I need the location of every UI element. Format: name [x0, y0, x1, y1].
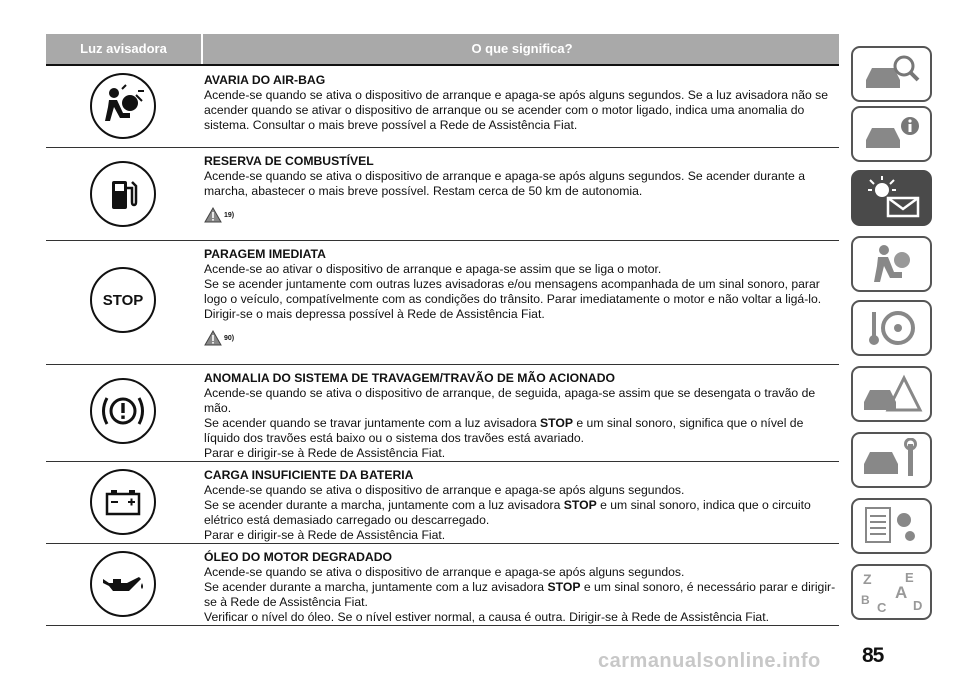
row-description: Verificar o nível do óleo. Se o nível estiver normal, a causa é outra. Dirigir-se à Rede de Assistência Fiat. — [204, 610, 769, 624]
svg-text:A: A — [894, 583, 907, 602]
table-row — [46, 364, 839, 462]
row-title: AVARIA DO AIR-BAG — [204, 73, 326, 87]
oil-can-icon — [90, 551, 156, 617]
warning-lights-icon — [860, 176, 924, 220]
specs-gear-icon — [860, 504, 924, 548]
steering-key-icon — [860, 306, 924, 350]
row-title: PARAGEM IMEDIATA — [204, 247, 326, 261]
row-title: ÓLEO DO MOTOR DEGRADADO — [204, 550, 393, 564]
stop-icon — [90, 267, 156, 333]
car-accident-icon — [860, 372, 924, 416]
row-description: Parar e dirigir-se à Rede de Assistência Fiat. — [204, 528, 446, 542]
airbag-seat-icon — [860, 242, 924, 286]
row-description: Acende-se quando se ativa o dispositivo de arranque e apaga-se após alguns segundos. — [204, 565, 685, 579]
tab-specs[interactable] — [851, 498, 932, 554]
tab-car-info[interactable] — [851, 106, 932, 162]
tab-car-search[interactable] — [851, 46, 932, 102]
table-row — [46, 543, 839, 626]
tab-car-tools[interactable] — [851, 432, 932, 488]
airbag-warning-icon — [90, 73, 156, 139]
car-info-icon — [860, 112, 924, 156]
warning-triangle-icon — [204, 207, 222, 223]
row-description: Se se acender durante a marcha, juntamente com a luz avisadora STOP e um sinal sonoro, indica que o circuito elétrico está demasiado carregado ou descarregado. — [204, 498, 811, 527]
warning-reference: 19) — [224, 212, 235, 219]
row-description: Se se acender juntamente com outras luzes avisadoras e/ou mensagens acompanhada de um sinal sonoro, parar logo o veículo, compatívelmente com as condições do trânsito. Parar imediatamente o motor e não voltar a ligá-lo. Dirigir-se o mais depressa possível à Rede de Assistência Fiat. — [204, 277, 822, 321]
tab-car-accident[interactable] — [851, 366, 932, 422]
svg-text:C: C — [876, 600, 886, 615]
row-description: Se acender quando se travar juntamente com a luz avisadora STOP e um sinal sonoro, significa que o nível de líquido dos travões está baixo ou o sistema dos travões está avariado. — [204, 416, 804, 445]
svg-text:D: D — [912, 598, 922, 613]
row-description: Acende-se quando se ativa o dispositivo de arranque e apaga-se após alguns segundos. Se a luz avisadora não se acender quando se ativar o dispositivo de arranque ou se acender com o motor ligado, indica uma anomalia do sistema. Consultar o mais breve possível a Rede de Assistência Fiat. — [204, 88, 829, 132]
row-description: Acende-se quando se ativa o dispositivo de arranque e apaga-se após alguns segundos. — [204, 483, 685, 497]
svg-text:B: B — [860, 593, 870, 607]
row-description: Acende-se ao ativar o dispositivo de arranque e apaga-se assim que se liga o motor. — [204, 262, 662, 276]
row-description: Acende-se quando se ativa o dispositivo de arranque, de seguida, apaga-se assim que se desengata o travão de mão. — [204, 386, 816, 415]
warning-reference: 90) — [224, 335, 235, 342]
table-row — [46, 240, 839, 365]
table-header — [46, 34, 839, 64]
tab-warning-lights[interactable] — [851, 170, 932, 226]
warning-triangle-icon — [204, 330, 222, 346]
svg-text:Z: Z — [862, 571, 872, 587]
row-title: RESERVA DE COMBUSTÍVEL — [204, 154, 374, 168]
row-description: Acende-se quando se ativa o dispositivo de arranque e apaga-se após alguns segundos. Se acender durante a marcha, abastecer o mais breve possível. Restam cerca de 50 km de autonomia. — [204, 169, 805, 198]
watermark: carmanualsonline.info — [598, 650, 821, 672]
row-title: ANOMALIA DO SISTEMA DE TRAVAGEM/TRAVÃO DE MÃO ACIONADO — [204, 371, 615, 385]
svg-text:E: E — [904, 570, 914, 585]
battery-icon — [90, 469, 156, 535]
row-description: Se acender durante a marcha, juntamente com a luz avisadora STOP e um sinal sonoro, é necessário parar e dirigir-se à Rede de Assistência Fiat. — [204, 580, 836, 609]
table-row — [46, 461, 839, 544]
row-title: CARGA INSUFICIENTE DA BATERIA — [204, 468, 414, 482]
header-col-light: Luz avisadora — [80, 41, 167, 56]
page-number: 85 — [862, 644, 884, 667]
tab-airbag-seat[interactable] — [851, 236, 932, 292]
stop-icon-label: STOP — [102, 291, 144, 309]
tab-alphabet-index[interactable] — [851, 564, 932, 620]
car-search-icon — [860, 52, 924, 96]
brake-warning-icon — [90, 378, 156, 444]
car-tools-icon — [860, 438, 924, 482]
tab-steering-key[interactable] — [851, 300, 932, 356]
table-row — [46, 66, 839, 148]
table-row — [46, 147, 839, 241]
row-description: Parar e dirigir-se à Rede de Assistência Fiat. — [204, 446, 446, 460]
alphabet-index-icon — [857, 568, 927, 616]
fuel-pump-icon — [90, 161, 156, 227]
header-col-meaning: O que significa? — [201, 34, 841, 64]
